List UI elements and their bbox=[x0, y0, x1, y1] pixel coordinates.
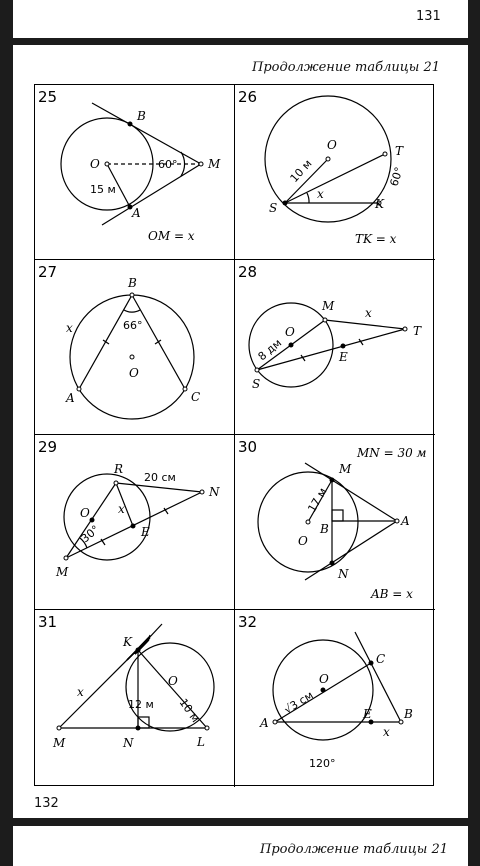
svg-text:N: N bbox=[338, 567, 349, 581]
svg-text:B: B bbox=[320, 522, 329, 536]
svg-text:M: M bbox=[208, 157, 221, 171]
tangent-cb bbox=[355, 632, 401, 722]
svg-text:M: M bbox=[53, 736, 66, 750]
problem-32 bbox=[235, 610, 435, 787]
svg-text:M: M bbox=[339, 462, 352, 476]
svg-text:M: M bbox=[322, 299, 335, 313]
svg-text:x: x bbox=[317, 187, 324, 201]
svg-text:AB = x: AB = x bbox=[371, 587, 413, 601]
continuation-heading-next: Продолжение таблицы 21 bbox=[260, 842, 449, 857]
svg-text:T: T bbox=[395, 144, 404, 158]
angle-arc bbox=[307, 193, 309, 203]
svg-text:28: 28 bbox=[238, 263, 258, 281]
problem-29 bbox=[35, 435, 235, 610]
problem-27 bbox=[35, 260, 235, 435]
svg-text:√3 см: √3 см bbox=[281, 688, 316, 717]
problem-table bbox=[34, 84, 434, 786]
svg-text:E: E bbox=[363, 707, 372, 721]
svg-text:C: C bbox=[376, 652, 386, 666]
problem-26 bbox=[235, 85, 435, 260]
figure-25 bbox=[35, 85, 235, 260]
svg-text:17 м: 17 м bbox=[305, 485, 330, 515]
svg-text:K: K bbox=[375, 197, 384, 211]
svg-text:N: N bbox=[123, 736, 134, 750]
svg-text:A: A bbox=[66, 391, 75, 405]
svg-text:10 м: 10 м bbox=[287, 157, 315, 186]
svg-text:O: O bbox=[298, 534, 308, 548]
svg-text:x: x bbox=[118, 502, 125, 516]
svg-text:C: C bbox=[191, 390, 201, 404]
tangent-rn bbox=[116, 483, 202, 492]
svg-text:60°: 60° bbox=[158, 158, 178, 171]
svg-text:S: S bbox=[269, 201, 278, 215]
svg-text:26: 26 bbox=[238, 88, 258, 106]
svg-text:O: O bbox=[90, 157, 100, 171]
svg-text:O: O bbox=[327, 138, 337, 152]
problem-28 bbox=[235, 260, 435, 435]
problem-30 bbox=[235, 435, 435, 610]
tangent-mt bbox=[325, 320, 405, 329]
svg-text:K: K bbox=[123, 635, 132, 649]
svg-text:27: 27 bbox=[38, 263, 58, 281]
figure-29 bbox=[35, 435, 235, 610]
textbook-page bbox=[13, 45, 468, 818]
svg-text:8 дм: 8 дм bbox=[255, 336, 285, 364]
svg-text:x: x bbox=[66, 321, 73, 335]
figure-27 bbox=[35, 260, 235, 435]
svg-text:O: O bbox=[168, 674, 178, 688]
svg-text:R: R bbox=[114, 462, 124, 476]
svg-text:T: T bbox=[413, 324, 422, 338]
svg-text:x: x bbox=[77, 685, 84, 699]
svg-text:12 м: 12 м bbox=[128, 698, 154, 711]
svg-text:A: A bbox=[132, 206, 141, 220]
figure-31 bbox=[35, 610, 235, 785]
svg-text:15 м: 15 м bbox=[90, 183, 116, 196]
svg-text:x: x bbox=[383, 725, 390, 739]
page-number-top: 131 bbox=[416, 9, 441, 24]
svg-text:60°: 60° bbox=[387, 165, 406, 188]
svg-text:30°: 30° bbox=[78, 522, 102, 546]
svg-text:20 см: 20 см bbox=[144, 471, 176, 484]
given-equation: OM = x bbox=[148, 229, 195, 243]
tangent-line bbox=[92, 103, 201, 164]
svg-text:B: B bbox=[128, 276, 137, 290]
previous-page-fragment bbox=[13, 0, 468, 38]
svg-text:31: 31 bbox=[38, 613, 58, 631]
svg-text:x: x bbox=[365, 306, 372, 320]
next-page-fragment bbox=[13, 826, 468, 866]
problem-number: 25 bbox=[38, 88, 58, 106]
svg-text:O: O bbox=[80, 506, 90, 520]
circle bbox=[64, 474, 150, 560]
right-angle-mark bbox=[332, 510, 343, 521]
figure-26 bbox=[235, 85, 435, 260]
angle-arc bbox=[124, 310, 140, 312]
svg-text:30: 30 bbox=[238, 438, 258, 456]
svg-text:66°: 66° bbox=[123, 319, 143, 332]
svg-text:29: 29 bbox=[38, 438, 58, 456]
page-number-bottom: 132 bbox=[34, 796, 59, 811]
svg-text:O: O bbox=[129, 366, 139, 380]
svg-text:B: B bbox=[404, 707, 413, 721]
svg-text:O: O bbox=[285, 325, 295, 339]
figure-32 bbox=[235, 610, 435, 787]
tangent-extension bbox=[148, 624, 162, 639]
figure-30 bbox=[235, 435, 435, 610]
svg-text:10 м: 10 м bbox=[176, 696, 202, 725]
svg-text:32: 32 bbox=[238, 613, 258, 631]
svg-text:E: E bbox=[141, 525, 150, 539]
svg-text:M: M bbox=[56, 565, 69, 579]
tangent-line bbox=[305, 521, 397, 580]
svg-text:A: A bbox=[401, 514, 410, 528]
svg-text:B: B bbox=[137, 109, 146, 123]
continuation-heading: Продолжение таблицы 21 bbox=[252, 60, 441, 75]
given-equation: MN = 30 м bbox=[357, 446, 427, 460]
figure-28 bbox=[235, 260, 435, 435]
svg-text:E: E bbox=[339, 350, 348, 364]
svg-text:A: A bbox=[260, 716, 269, 730]
problem-31 bbox=[35, 610, 235, 787]
svg-text:O: O bbox=[319, 672, 329, 686]
svg-text:120°: 120° bbox=[309, 757, 336, 770]
svg-text:S: S bbox=[252, 377, 261, 391]
svg-text:N: N bbox=[209, 485, 220, 499]
problem-25 bbox=[35, 85, 235, 260]
svg-text:L: L bbox=[197, 735, 205, 749]
angle-arc bbox=[181, 152, 185, 176]
svg-text:TK = x: TK = x bbox=[355, 232, 397, 246]
